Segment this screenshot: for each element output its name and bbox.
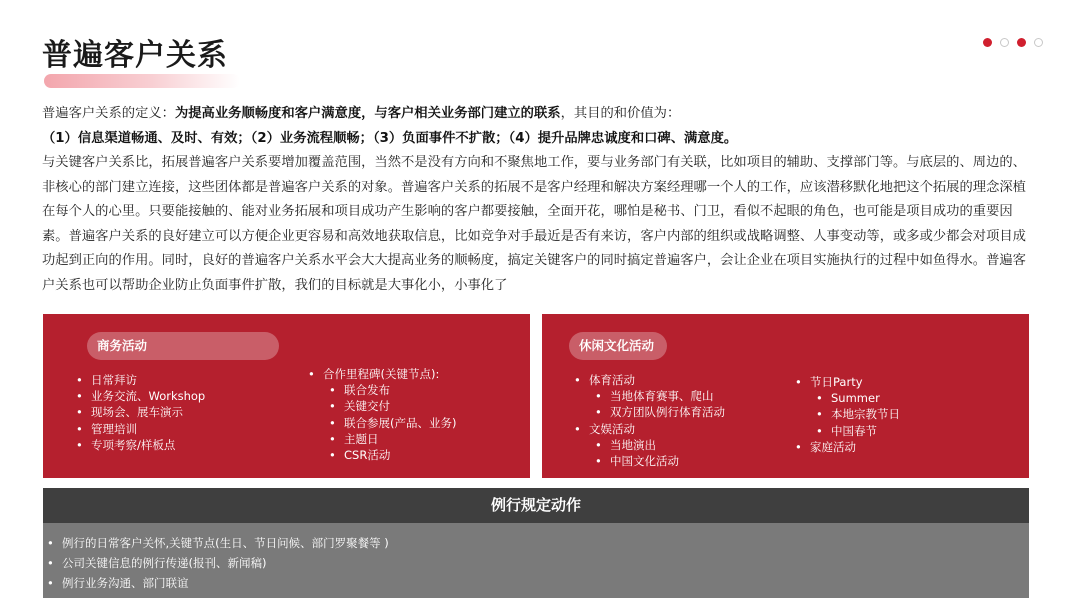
routine-actions-list xyxy=(43,523,1029,598)
list-item: • 现场会、展车演示 xyxy=(76,404,205,420)
list-item: • 双方团队例行体育活动 xyxy=(574,404,725,420)
page-title: 普遍客户关系 xyxy=(42,38,228,73)
list-item: • 文娱活动 xyxy=(574,421,725,437)
list-item: • 联合发布 xyxy=(308,382,456,398)
title-underline-decoration xyxy=(44,74,240,88)
page-dot[interactable] xyxy=(1034,38,1043,47)
list-item: • 公司关键信息的例行传递(报刊、新闻稿) xyxy=(43,553,1029,573)
page-indicator xyxy=(983,38,1043,47)
list-item: • 日常拜访 xyxy=(76,372,205,388)
leisure-list-2 xyxy=(795,374,900,455)
list-item: • 中国春节 xyxy=(795,423,900,439)
routine-actions-title: 例行规定动作 xyxy=(43,488,1029,523)
list-item: • 合作里程碑(关键节点): xyxy=(308,366,456,382)
list-item: • 体育活动 xyxy=(574,372,725,388)
list-item: • 节日Party xyxy=(795,374,900,390)
leisure-list-1 xyxy=(574,372,725,469)
body-text: 与关键客户关系比，拓展普遍客户关系要增加覆盖范围，当然不是没有方向和不聚焦地工作，要与业务部门有关联，比如项目的辅助、支撑部门等。与底层的、周边的、非核心的部门建立连接，这些团体都是普遍客户关系的对象。普遍客户关系的拓展不是客户经理和解决方案经理哪一个人的工作，应该潜移默化地把这个拓展的理念深植在每个人的心里。只要能接触的、能对业务拓展和项目成功产生影响的客户都要接触，全面开花，哪怕是秘书、门卫，看似不起眼的角色，也可能是项目成功的重要因素。普遍客户关系的良好建立可以方便企业更容易和高效地获取信息，比如竞争对手最近是否有来访，客户内部的组织或战略调整、人事变动等，或多或少都会对项目成功起到正向的作用。同时，良好的普遍客户关系水平会大大提高业务的顺畅度，搞定关键客户的同时搞定普遍客户，会让企业在项目实施执行的过程中如鱼得水。普遍客户关系也可以帮助企业防止负面事件扩散，我们的目标就是大事化小，小事化了 xyxy=(42,155,1026,293)
list-item: • 例行的日常客户关怀,关键节点(生日、节日问候、部门罗聚餐等 ) xyxy=(43,533,1029,553)
definition-prefix: 普遍客户关系的定义： xyxy=(42,106,175,121)
business-list-1 xyxy=(76,372,205,453)
definition-bold: 为提高业务顺畅度和客户满意度，与客户相关业务部门建立的联系 xyxy=(174,106,561,121)
leisure-activities-panel xyxy=(542,314,1029,478)
definition-line xyxy=(42,102,1032,127)
list-item: • 当地体育赛事、爬山 xyxy=(574,388,725,404)
business-activities-panel xyxy=(43,314,530,478)
list-item: • 专项考察/样板点 xyxy=(76,437,205,453)
business-list-2 xyxy=(308,366,456,463)
definition-suffix: ，其目的和价值为： xyxy=(560,106,681,121)
list-item: • CSR活动 xyxy=(308,447,456,463)
list-item: • 家庭活动 xyxy=(795,439,900,455)
page-dot[interactable] xyxy=(983,38,992,47)
list-item: • 主题日 xyxy=(308,431,456,447)
values-text: （1）信息渠道畅通、及时、有效；（2）业务流程顺畅；（3）负面事件不扩散；（4）提升品牌忠诚度和口碑、满意度。 xyxy=(42,130,738,146)
list-item: • 例行业务沟通、部门联谊 xyxy=(43,573,1029,593)
list-item: • Summer xyxy=(795,390,900,406)
leisure-activities-label: 休闲文化活动 xyxy=(569,332,667,360)
business-activities-label: 商务活动 xyxy=(87,332,279,360)
page-dot[interactable] xyxy=(1017,38,1026,47)
list-item: • 业务交流、Workshop xyxy=(76,388,205,404)
list-item: • 中国文化活动 xyxy=(574,453,725,469)
values-line xyxy=(42,127,1032,152)
list-item: • 当地演出 xyxy=(574,437,725,453)
intro-paragraph xyxy=(42,102,1032,298)
list-item: • 本地宗教节日 xyxy=(795,406,900,422)
page-dot[interactable] xyxy=(1000,38,1009,47)
list-item: • 联合参展(产品、业务) xyxy=(308,415,456,431)
list-item: • 关键交付 xyxy=(308,398,456,414)
list-item: • 管理培训 xyxy=(76,421,205,437)
